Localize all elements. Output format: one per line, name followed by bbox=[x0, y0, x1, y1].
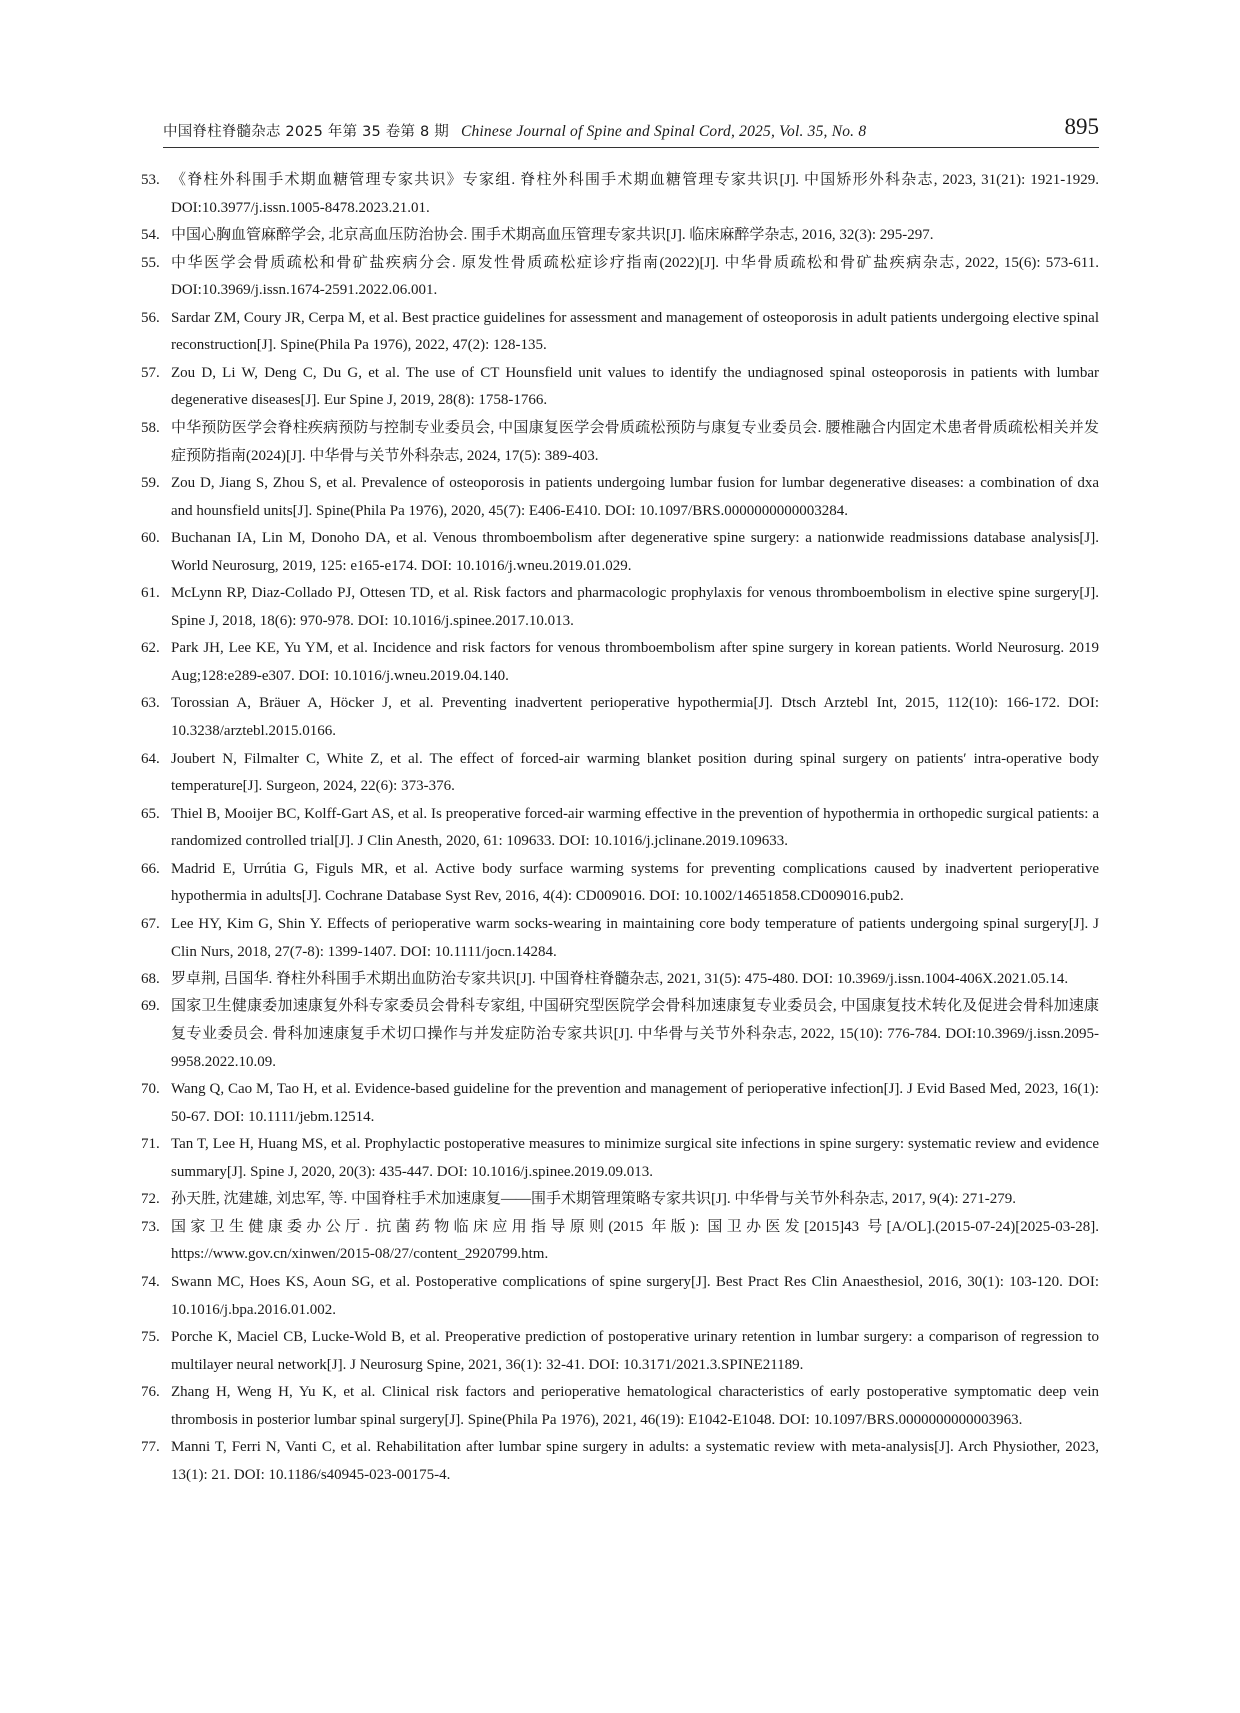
reference-text: Madrid E, Urrútia G, Figuls MR, et al. Active body surface warming systems for preventing complications caused by inadvertent perioperative hypothermia in adults[J]. Cochrane Database Syst Rev, 2016, 4(4): CD009016. DOI: 10.1002/14651858.CD009016.pub2. bbox=[171, 860, 1099, 905]
reference-item bbox=[141, 360, 1099, 415]
reference-item bbox=[141, 1269, 1099, 1324]
reference-item bbox=[141, 580, 1099, 635]
reference-item bbox=[141, 966, 1099, 994]
reference-item bbox=[141, 525, 1099, 580]
reference-text: Buchanan IA, Lin M, Donoho DA, et al. Venous thromboembolism after degenerative spine surgery: a nationwide readmissions database analysis[J]. World Neurosurg, 2019, 125: e165-e174. DOI: 10.1016/j.wneu.2019.01.029. bbox=[171, 530, 1099, 574]
reference-number: 64. bbox=[141, 750, 160, 767]
reference-item bbox=[141, 1434, 1099, 1489]
reference-item bbox=[141, 1076, 1099, 1131]
reference-item bbox=[141, 993, 1099, 1076]
reference-item bbox=[141, 801, 1099, 856]
reference-item bbox=[141, 222, 1099, 250]
journal-name-en: Chinese Journal of Spine and Spinal Cord, 2025, Vol. 35, No. 8 bbox=[460, 123, 867, 140]
reference-text: Park JH, Lee KE, Yu YM, et al. Incidence and risk factors for venous thromboembolism after spine surgery in korean patients. World Neurosurg. 2019 Aug;128:e289-e307. DOI: 10.1016/j.wneu.2019.04.140. bbox=[171, 640, 1099, 684]
reference-number: 59. bbox=[141, 474, 160, 491]
reference-list bbox=[141, 167, 1099, 1490]
running-header bbox=[163, 116, 1099, 150]
reference-item bbox=[141, 470, 1099, 525]
reference-item bbox=[141, 167, 1099, 222]
reference-number: 74. bbox=[141, 1273, 160, 1290]
reference-number: 62. bbox=[141, 640, 160, 657]
reference-text: Sardar ZM, Coury JR, Cerpa M, et al. Best practice guidelines for assessment and management of osteoporosis in adult patients undergoing elective spinal reconstruction[J]. Spine(Phila Pa 1976), 2022, 47(2): 128-135. bbox=[171, 309, 1099, 354]
reference-text: 《脊柱外科围手术期血糖管理专家共识》专家组. 脊柱外科围手术期血糖管理专家共识[J]. 中国矫形外科杂志, 2023, 31(21): 1921-1929. DOI:10.3977/j.issn.1005-8478.2023.21.01. bbox=[171, 172, 1099, 216]
reference-number: 55. bbox=[141, 254, 160, 271]
reference-text: 国家卫生健康委加速康复外科专家委员会骨科专家组, 中国研究型医院学会骨科加速康复专业委员会, 中国康复技术转化及促进会骨科加速康复专业委员会. 骨科加速康复手术切口操作与并发症防治专家共识[J]. 中华骨与关节外科杂志, 2022, 15(10): 776-784. DOI:10.3969/j.issn.2095-9958.2022.10.09. bbox=[171, 998, 1099, 1070]
reference-text: McLynn RP, Diaz-Collado PJ, Ottesen TD, et al. Risk factors and pharmacologic prophylaxis for venous thromboembolism in elective spine surgery[J]. Spine J, 2018, 18(6): 970-978. DOI: 10.1016/j.spinee.2017.10.013. bbox=[171, 585, 1099, 629]
reference-text: Swann MC, Hoes KS, Aoun SG, et al. Postoperative complications of spine surgery[J]. Best Pract Res Clin Anaesthesiol, 2016, 30(1): 103-120. DOI: 10.1016/j.bpa.2016.01.002. bbox=[171, 1273, 1099, 1318]
reference-number: 58. bbox=[141, 419, 160, 436]
reference-item bbox=[141, 690, 1099, 745]
reference-text: Zou D, Li W, Deng C, Du G, et al. The use of CT Hounsfield unit values to identify the undiagnosed spinal osteoporosis in patients with lumbar degenerative diseases[J]. Eur Spine J, 2019, 28(8): 1758-1766. bbox=[171, 364, 1099, 409]
reference-number: 70. bbox=[141, 1081, 160, 1098]
reference-item bbox=[141, 415, 1099, 470]
reference-item bbox=[141, 746, 1099, 801]
reference-item bbox=[141, 1214, 1099, 1269]
reference-number: 75. bbox=[141, 1329, 160, 1345]
reference-number: 63. bbox=[141, 695, 160, 712]
reference-text: Tan T, Lee H, Huang MS, et al. Prophylactic postoperative measures to minimize surgical site infections in spine surgery: systematic review and evidence summary[J]. Spine J, 2020, 20(3): 435-447. DOI: 10.1016/j.spinee.2019.09.013. bbox=[171, 1136, 1099, 1180]
reference-number: 53. bbox=[141, 172, 160, 188]
reference-text: 罗卓荆, 吕国华. 脊柱外科围手术期出血防治专家共识[J]. 中国脊柱脊髓杂志, 2021, 31(5): 475-480. DOI: 10.3969/j.issn.1004-406X.2021.05.14. bbox=[171, 970, 1069, 987]
reference-number: 73. bbox=[141, 1218, 160, 1235]
reference-text: 孙天胜, 沈建雄, 刘忠军, 等. 中国脊柱手术加速康复——围手术期管理策略专家共识[J]. 中华骨与关节外科杂志, 2017, 9(4): 271-279. bbox=[171, 1191, 1016, 1208]
header-divider bbox=[163, 147, 1099, 148]
reference-item bbox=[141, 1379, 1099, 1434]
reference-number: 61. bbox=[141, 585, 160, 602]
journal-name-cn: 中国脊柱脊髓杂志 2025 年第 35 卷第 8 期 bbox=[163, 124, 449, 140]
reference-item bbox=[141, 305, 1099, 360]
reference-item bbox=[141, 250, 1099, 305]
reference-item bbox=[141, 1324, 1099, 1379]
reference-text: Porche K, Maciel CB, Lucke-Wold B, et al. Preoperative prediction of postoperative urinary retention in lumbar surgery: a comparison of regression to multilayer neural network[J]. J Neurosurg Spine, 2021, 36(1): 32-41. DOI: 10.3171/2021.3.SPINE21189. bbox=[171, 1329, 1099, 1373]
reference-number: 72. bbox=[141, 1191, 160, 1208]
reference-item bbox=[141, 1186, 1099, 1214]
reference-text: Lee HY, Kim G, Shin Y. Effects of perioperative warm socks-wearing in maintaining core body temperature of patients undergoing spinal surgery[J]. J Clin Nurs, 2018, 27(7-8): 1399-1407. DOI: 10.1111/jocn.14284. bbox=[171, 915, 1099, 960]
reference-text: 中国心胸血管麻醉学会, 北京高血压防治协会. 围手术期高血压管理专家共识[J]. 临床麻醉学杂志, 2016, 32(3): 295-297. bbox=[171, 227, 934, 244]
reference-text: 中华预防医学会脊柱疾病预防与控制专业委员会, 中国康复医学会骨质疏松预防与康复专业委员会. 腰椎融合内固定术患者骨质疏松相关并发症预防指南(2024)[J]. 中华骨与关节外科杂志, 2024, 17(5): 389-403. bbox=[171, 419, 1099, 464]
reference-text: Zou D, Jiang S, Zhou S, et al. Prevalence of osteoporosis in patients undergoing lumbar fusion for lumbar degenerative diseases: a combination of dxa and hounsfield units[J]. Spine(Phila Pa 1976), 2020, 45(7): E406-E410. DOI: 10.1097/BRS.0000000000003284. bbox=[171, 474, 1099, 519]
reference-number: 67. bbox=[141, 915, 160, 932]
reference-text: Torossian A, Bräuer A, Höcker J, et al. Preventing inadvertent perioperative hypothermia[J]. Dtsch Arztebl Int, 2015, 112(10): 166-172. DOI: 10.3238/arztebl.2015.0166. bbox=[171, 695, 1099, 740]
reference-number: 76. bbox=[141, 1384, 160, 1401]
page-number: 895 bbox=[1064, 114, 1099, 139]
reference-number: 77. bbox=[141, 1439, 160, 1456]
reference-item bbox=[141, 635, 1099, 690]
reference-text: Manni T, Ferri N, Vanti C, et al. Rehabilitation after lumbar spine surgery in adults: a systematic review with meta-analysis[J]. Arch Physiother, 2023, 13(1): 21. DOI: 10.1186/s40945-023-00175-4. bbox=[171, 1439, 1099, 1483]
reference-number: 71. bbox=[141, 1136, 160, 1153]
reference-number: 56. bbox=[141, 309, 160, 326]
journal-citation bbox=[163, 120, 866, 141]
reference-number: 54. bbox=[141, 227, 160, 244]
reference-number: 66. bbox=[141, 860, 160, 877]
reference-item bbox=[141, 911, 1099, 966]
reference-text: Wang Q, Cao M, Tao H, et al. Evidence-based guideline for the prevention and management of perioperative infection[J]. J Evid Based Med, 2023, 16(1): 50-67. DOI: 10.1111/jebm.12514. bbox=[171, 1081, 1099, 1125]
reference-text: Zhang H, Weng H, Yu K, et al. Clinical risk factors and perioperative hematological characteristics of early postoperative symptomatic deep vein thrombosis in posterior lumbar spinal surgery[J]. Spine(Phila Pa 1976), 2021, 46(19): E1042-E1048. DOI: 10.1097/BRS.0000000000003963. bbox=[171, 1384, 1099, 1428]
reference-number: 68. bbox=[141, 970, 160, 987]
reference-item bbox=[141, 856, 1099, 911]
reference-number: 60. bbox=[141, 530, 160, 547]
reference-text: Joubert N, Filmalter C, White Z, et al. The effect of forced-air warming blanket position during spinal surgery on patients′ intra-operative body temperature[J]. Surgeon, 2024, 22(6): 373-376. bbox=[171, 750, 1099, 795]
reference-number: 69. bbox=[141, 998, 160, 1015]
reference-item bbox=[141, 1131, 1099, 1186]
reference-number: 57. bbox=[141, 364, 160, 381]
reference-text: 中华医学会骨质疏松和骨矿盐疾病分会. 原发性骨质疏松症诊疗指南(2022)[J]. 中华骨质疏松和骨矿盐疾病杂志, 2022, 15(6): 573-611. DOI:10.3969/j.issn.1674-2591.2022.06.001. bbox=[171, 254, 1099, 299]
reference-number: 65. bbox=[141, 805, 160, 822]
reference-text: 国家卫生健康委办公厅. 抗菌药物临床应用指导原则(2015 年版): 国卫办医发[2015]43 号[A/OL].(2015-07-24)[2025-03-28]. https://www.gov.cn/xinwen/2015-08/27/content_2920799.htm. bbox=[171, 1218, 1099, 1263]
reference-text: Thiel B, Mooijer BC, Kolff-Gart AS, et al. Is preoperative forced-air warming effective in the prevention of hypothermia in orthopedic surgical patients: a randomized controlled trial[J]. J Clin Anesth, 2020, 61: 109633. DOI: 10.1016/j.jclinane.2019.109633. bbox=[171, 805, 1099, 850]
